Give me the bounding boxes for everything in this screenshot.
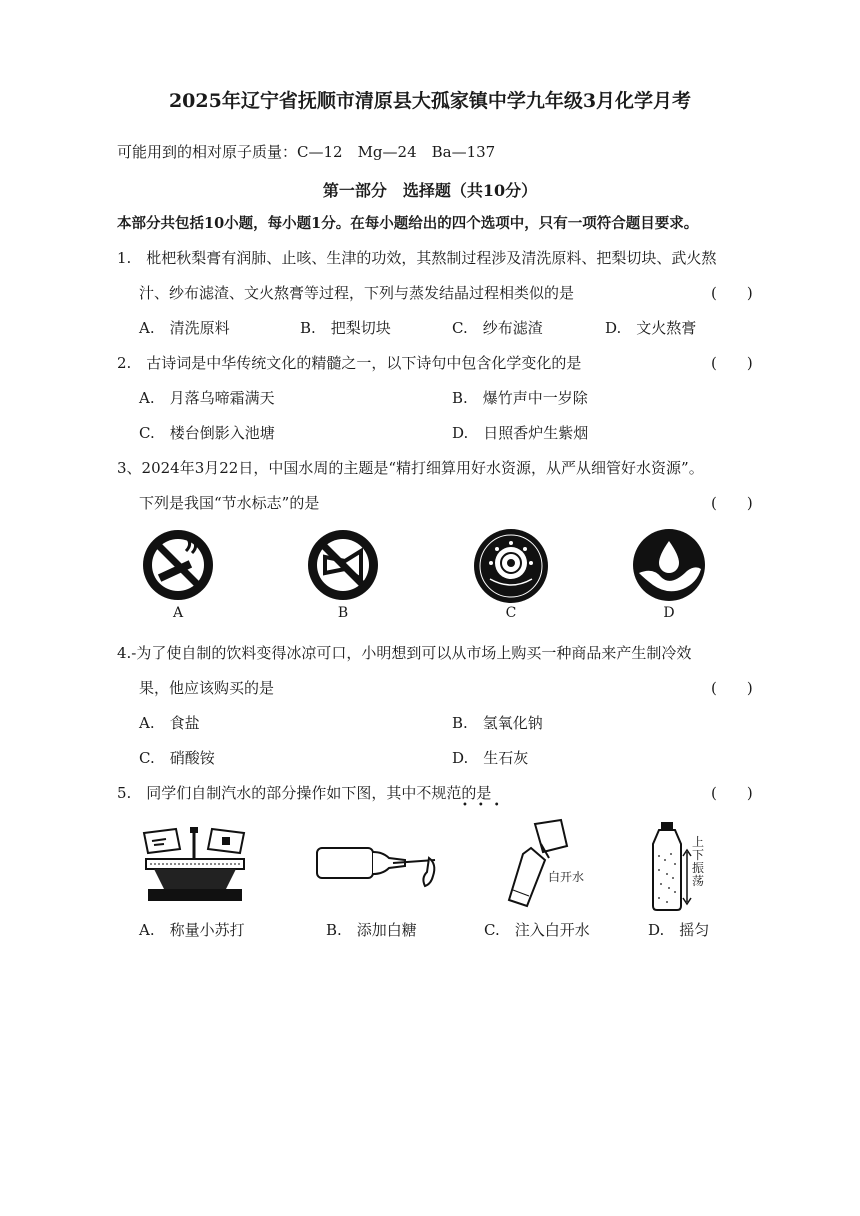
q1-line2: 汁、纱布滤渣、文火熬膏等过程，下列与蒸发结晶过程相类似的是 xyxy=(139,284,575,302)
no-smoking-icon xyxy=(140,527,216,603)
q2-option-d: D. 日照香炉生紫烟 xyxy=(452,424,589,442)
q1-option-a: A. 清洗原料 xyxy=(139,319,230,337)
q4-answer-paren: ( ) xyxy=(711,679,753,697)
q3-line2: 下列是我国“节水标志”的是 xyxy=(139,494,320,512)
q4-option-c: C. 硝酸铵 xyxy=(139,749,215,767)
q4-option-b: B. 氢氧化钠 xyxy=(452,714,543,732)
q4-line1: 4.-为了使自制的饮料变得冰凉可口，小明想到可以从市场上购买一种商品来产生制冷效 xyxy=(117,644,692,662)
q2-option-a: A. 月落乌啼霜满天 xyxy=(139,389,275,407)
q1-line1: 1. 枇杷秋梨膏有润肺、止咳、生津的功效，其熬制过程涉及清洗原料、把梨切块、武火熬 xyxy=(117,249,717,267)
q5-answer-paren: ( ) xyxy=(711,784,753,802)
q1-option-c: C. 纱布滤渣 xyxy=(452,319,543,337)
water-saving-icon xyxy=(631,527,707,603)
water-label: 白开水 xyxy=(548,870,585,884)
pouring-water-icon xyxy=(505,818,585,910)
q3-label-a: A xyxy=(172,605,184,621)
q5-option-d: D. 摇匀 xyxy=(648,921,710,939)
q5-option-a: A. 称量小苏打 xyxy=(139,921,245,939)
emphasis-dots: ••• xyxy=(462,800,510,811)
bottle-spoon-icon xyxy=(313,842,448,890)
q3-answer-paren: ( ) xyxy=(711,494,753,512)
q3-line1: 3、2024年3月22日，中国水周的主题是“精打细算用好水资源，从严从细管好水资源”。 xyxy=(117,459,704,477)
q2-option-b: B. 爆竹声中一岁除 xyxy=(452,389,588,407)
part1-heading: 第一部分 选择题（共10分） xyxy=(322,181,538,200)
q2-line1: 2. 古诗词是中华传统文化的精髓之一，以下诗句中包含化学变化的是 xyxy=(117,354,582,372)
q5-option-b: B. 添加白糖 xyxy=(326,921,417,939)
q5-line1: 5. 同学们自制汽水的部分操作如下图，其中不规范的是 xyxy=(117,784,492,802)
q4-option-d: D. 生石灰 xyxy=(452,749,529,767)
water-bottle-icon xyxy=(647,820,687,912)
q3-label-c: C xyxy=(505,605,517,621)
q4-line2: 果，他应该购买的是 xyxy=(139,679,275,697)
q2-option-c: C. 楼台倒影入池塘 xyxy=(139,424,275,442)
shake-label: 上下振荡 xyxy=(692,835,705,888)
q1-answer-paren: ( ) xyxy=(711,284,753,302)
q1-option-d: D. 文火熬膏 xyxy=(605,319,697,337)
balance-scale-icon xyxy=(140,825,250,907)
emblem-seal-icon xyxy=(472,527,550,605)
page-title: 2025年辽宁省抚顺市清原县大孤家镇中学九年级3月化学月考 xyxy=(168,90,692,112)
part1-instruction: 本部分共包括10小题，每小题1分。在每小题给出的四个选项中，只有一项符合题目要求。 xyxy=(117,215,699,232)
q3-label-d: D xyxy=(663,605,675,621)
q5-option-c: C. 注入白开水 xyxy=(484,921,590,939)
atomic-masses: 可能用到的相对原子质量：C—12 Mg—24 Ba—137 xyxy=(117,143,496,161)
q2-answer-paren: ( ) xyxy=(711,354,753,372)
q3-label-b: B xyxy=(337,605,349,621)
q1-option-b: B. 把梨切块 xyxy=(300,319,391,337)
shake-arrow-icon xyxy=(682,848,692,906)
no-horn-icon xyxy=(305,527,381,603)
q4-option-a: A. 食盐 xyxy=(139,714,200,732)
